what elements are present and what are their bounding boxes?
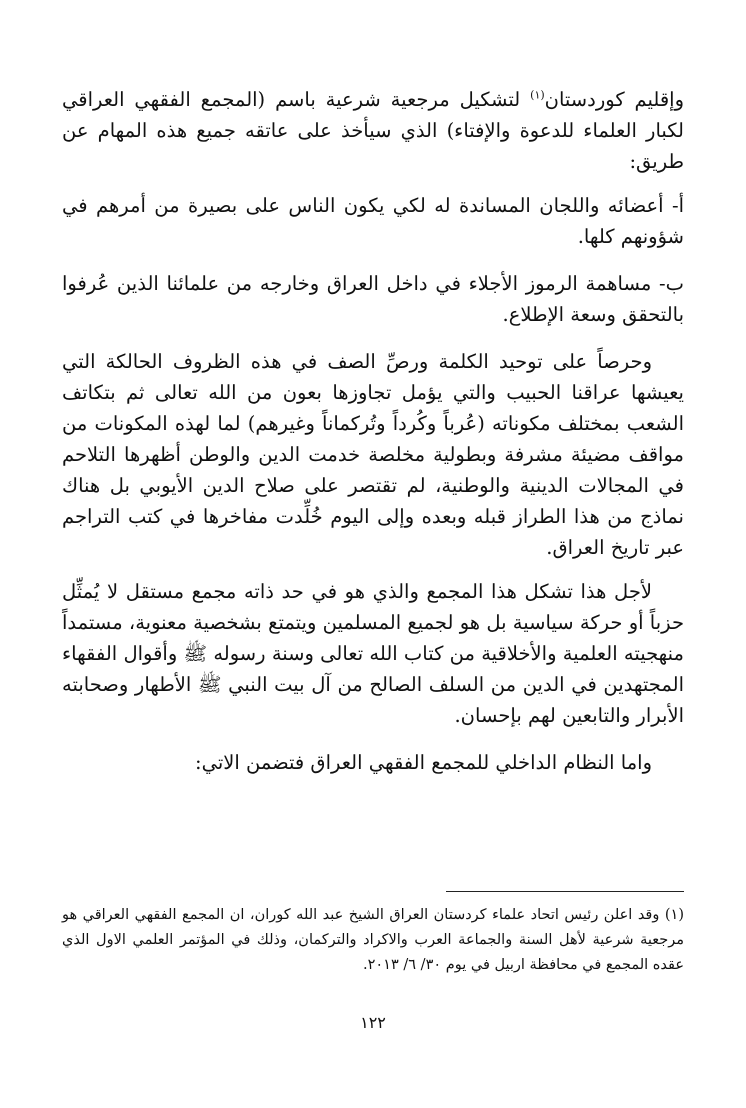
footnote [62,903,684,978]
list-item-a: أ- أعضائه واللجان المساندة له لكي يكون الناس على بصيرة من أمرهم في شؤونهم كلها. [62,194,684,248]
footnote-text: وقد اعلن رئيس اتحاد علماء كردستان العراق الشيخ عبد الله كوران، ان المجمع الفقهي العراقي هو مرجعية شرعية لأهل السنة والجماعة العرب والاكراد والتركمان، وذلك في المؤتمر العلمي الاول الذي عقده المجمع في محافظة اربيل في يوم ٣٠/ ٦/ ٢٠١٣. [62,907,684,973]
main-text [62,84,684,778]
list-item-b: ب- مساهمة الرموز الأجلاء في داخل العراق وخارجه من علمائنا الذين عُرفوا بالتحقق وسعة الإطلاع. [62,272,684,326]
footnote-marker: (١) [664,907,685,923]
paragraph-council: لأجل هذا تشكل هذا المجمع والذي هو في حد ذاته مجمع مستقل لا يُمثِّل حزباً أو حركة سياسية بل هو لجميع المسلمين ويتمتع بشخصية معنوية، مستمداً منهجيته العلمية والأخلاقية من كتاب الله تعالى وسنة رسوله ﷺ وأقوال الفقهاء المجتهدين في الدين من السلف الصالح من آل بيت النبي ﷺ الأطهار وصحابته الأبرار والتابعين لهم بإحسان. [62,580,684,727]
paragraph-1-start: وإقليم كوردستان [544,88,684,111]
paragraph-1-rest: لتشكيل مرجعية شرعية باسم (المجمع الفقهي العراقي لكبار العلماء للدعوة والإفتاء) الذي سيأخذ على عاتقه جميع هذه المهام عن طريق: [62,88,684,173]
paragraph-1 [62,84,684,177]
paragraph-unity: وحرصاً على توحيد الكلمة ورصِّ الصف في هذه الظروف الحالكة التي يعيشها عراقنا الحبيب والتي يؤمل تجاوزها بعون من الله تعالى ثم بتكاتف الشعب بمختلف مكوناته (عُرباً وكُرداً وتُركماناً وغيرهم) لما لهذه المكونات من مواقف مضيئة مشرفة وبطولية مخلصة خدمت الدين والوطن أظهرها التلاحم في المجالات الدينية والوطنية، لم تقتصر على صلاح الدين الأيوبي بل هناك نماذج من هذا الطراز قبله وبعده وإلى اليوم خُلِّدت مفاخرها في كتب التراجم عبر تاريخ العراق. [62,350,684,559]
footnote-reference: (١) [530,88,545,102]
footnote-divider [446,891,684,892]
page-number: ١٢٢ [360,1013,386,1032]
paragraph-bylaws: واما النظام الداخلي للمجمع الفقهي العراق فتضمن الاتي: [195,751,652,774]
